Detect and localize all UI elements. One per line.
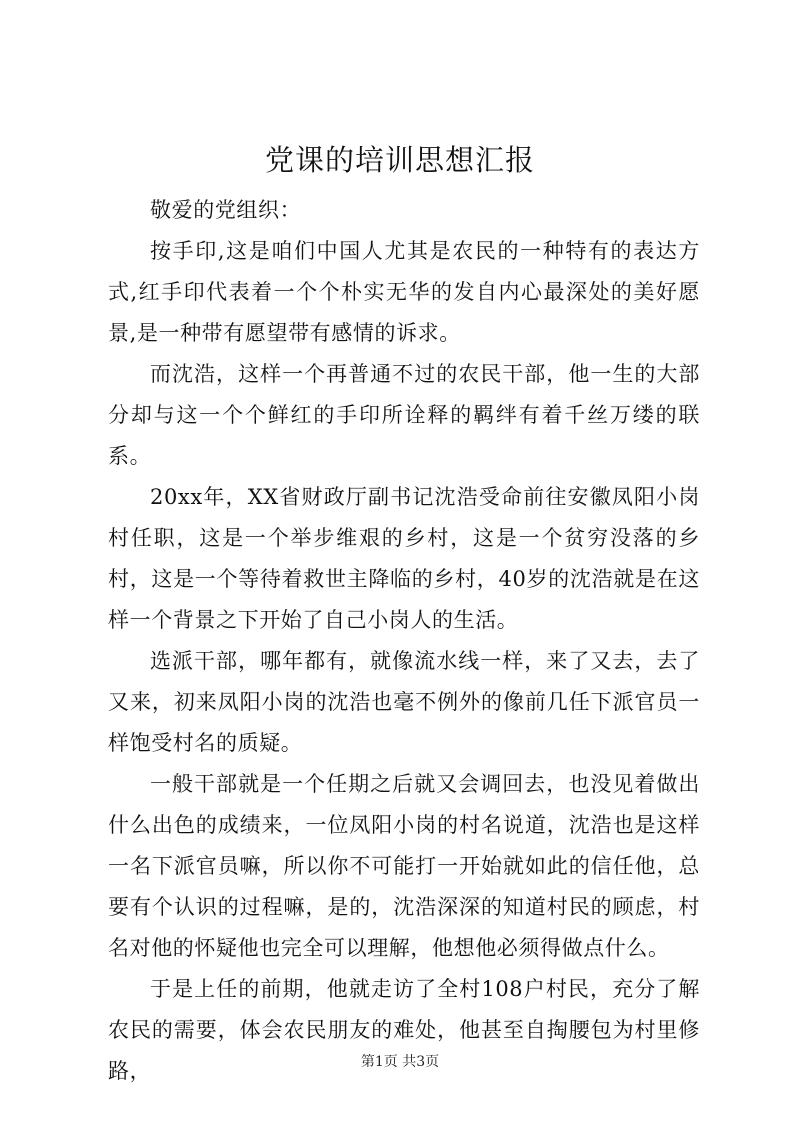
paragraph-1: 按手印,这是咱们中国人尤其是农民的一种特有的表达方式,红手印代表着一个个朴实无华的发自内心最深处的美好愿景,是一种带有愿望带有感情的诉求。 xyxy=(108,239,700,345)
paragraph-3: 20xx年，XX省财政厅副书记沈浩受命前往安徽凤阳小岗村任职，这是一个举步维艰的乡村，这是一个贫穷没落的乡村，这是一个等待着救世主降临的乡村，40岁的沈浩就是在这样一个背景之下开始了自己小岗人的生活。 xyxy=(108,485,700,632)
salutation: 敬爱的党组织： xyxy=(150,198,302,222)
paragraph-6: 于是上任的前期，他就走访了全村108户村民，充分了解农民的需要，体会农民朋友的难处，他甚至自掏腰包为村里修路， xyxy=(108,977,700,1083)
document-body xyxy=(108,190,700,1092)
page-footer: 第1页 共3页 xyxy=(360,1054,440,1070)
paragraph-2: 而沈浩，这样一个再普通不过的农民干部，他一生的大部分却与这一个个鲜红的手印所诠释的羁绊有着千丝万缕的联系。 xyxy=(108,362,700,468)
paragraph-5: 一般干部就是一个任期之后就又会调回去，也没见着做出什么出色的成绩来，一位凤阳小岗的村名说道，沈浩也是这样一名下派官员嘛，所以你不可能打一开始就如此的信任他，总要有个认识的过程嘛，是的，沈浩深深的知道村民的顾虑，村名对他的怀疑他也完全可以理解，他想他必须得做点什么。 xyxy=(108,772,700,960)
paragraph-4: 选派干部，哪年都有，就像流水线一样，来了又去，去了又来，初来凤阳小岗的沈浩也毫不例外的像前几任下派官员一样饱受村名的质疑。 xyxy=(108,649,700,755)
document-title: 党课的培训思想汇报 xyxy=(264,143,535,177)
